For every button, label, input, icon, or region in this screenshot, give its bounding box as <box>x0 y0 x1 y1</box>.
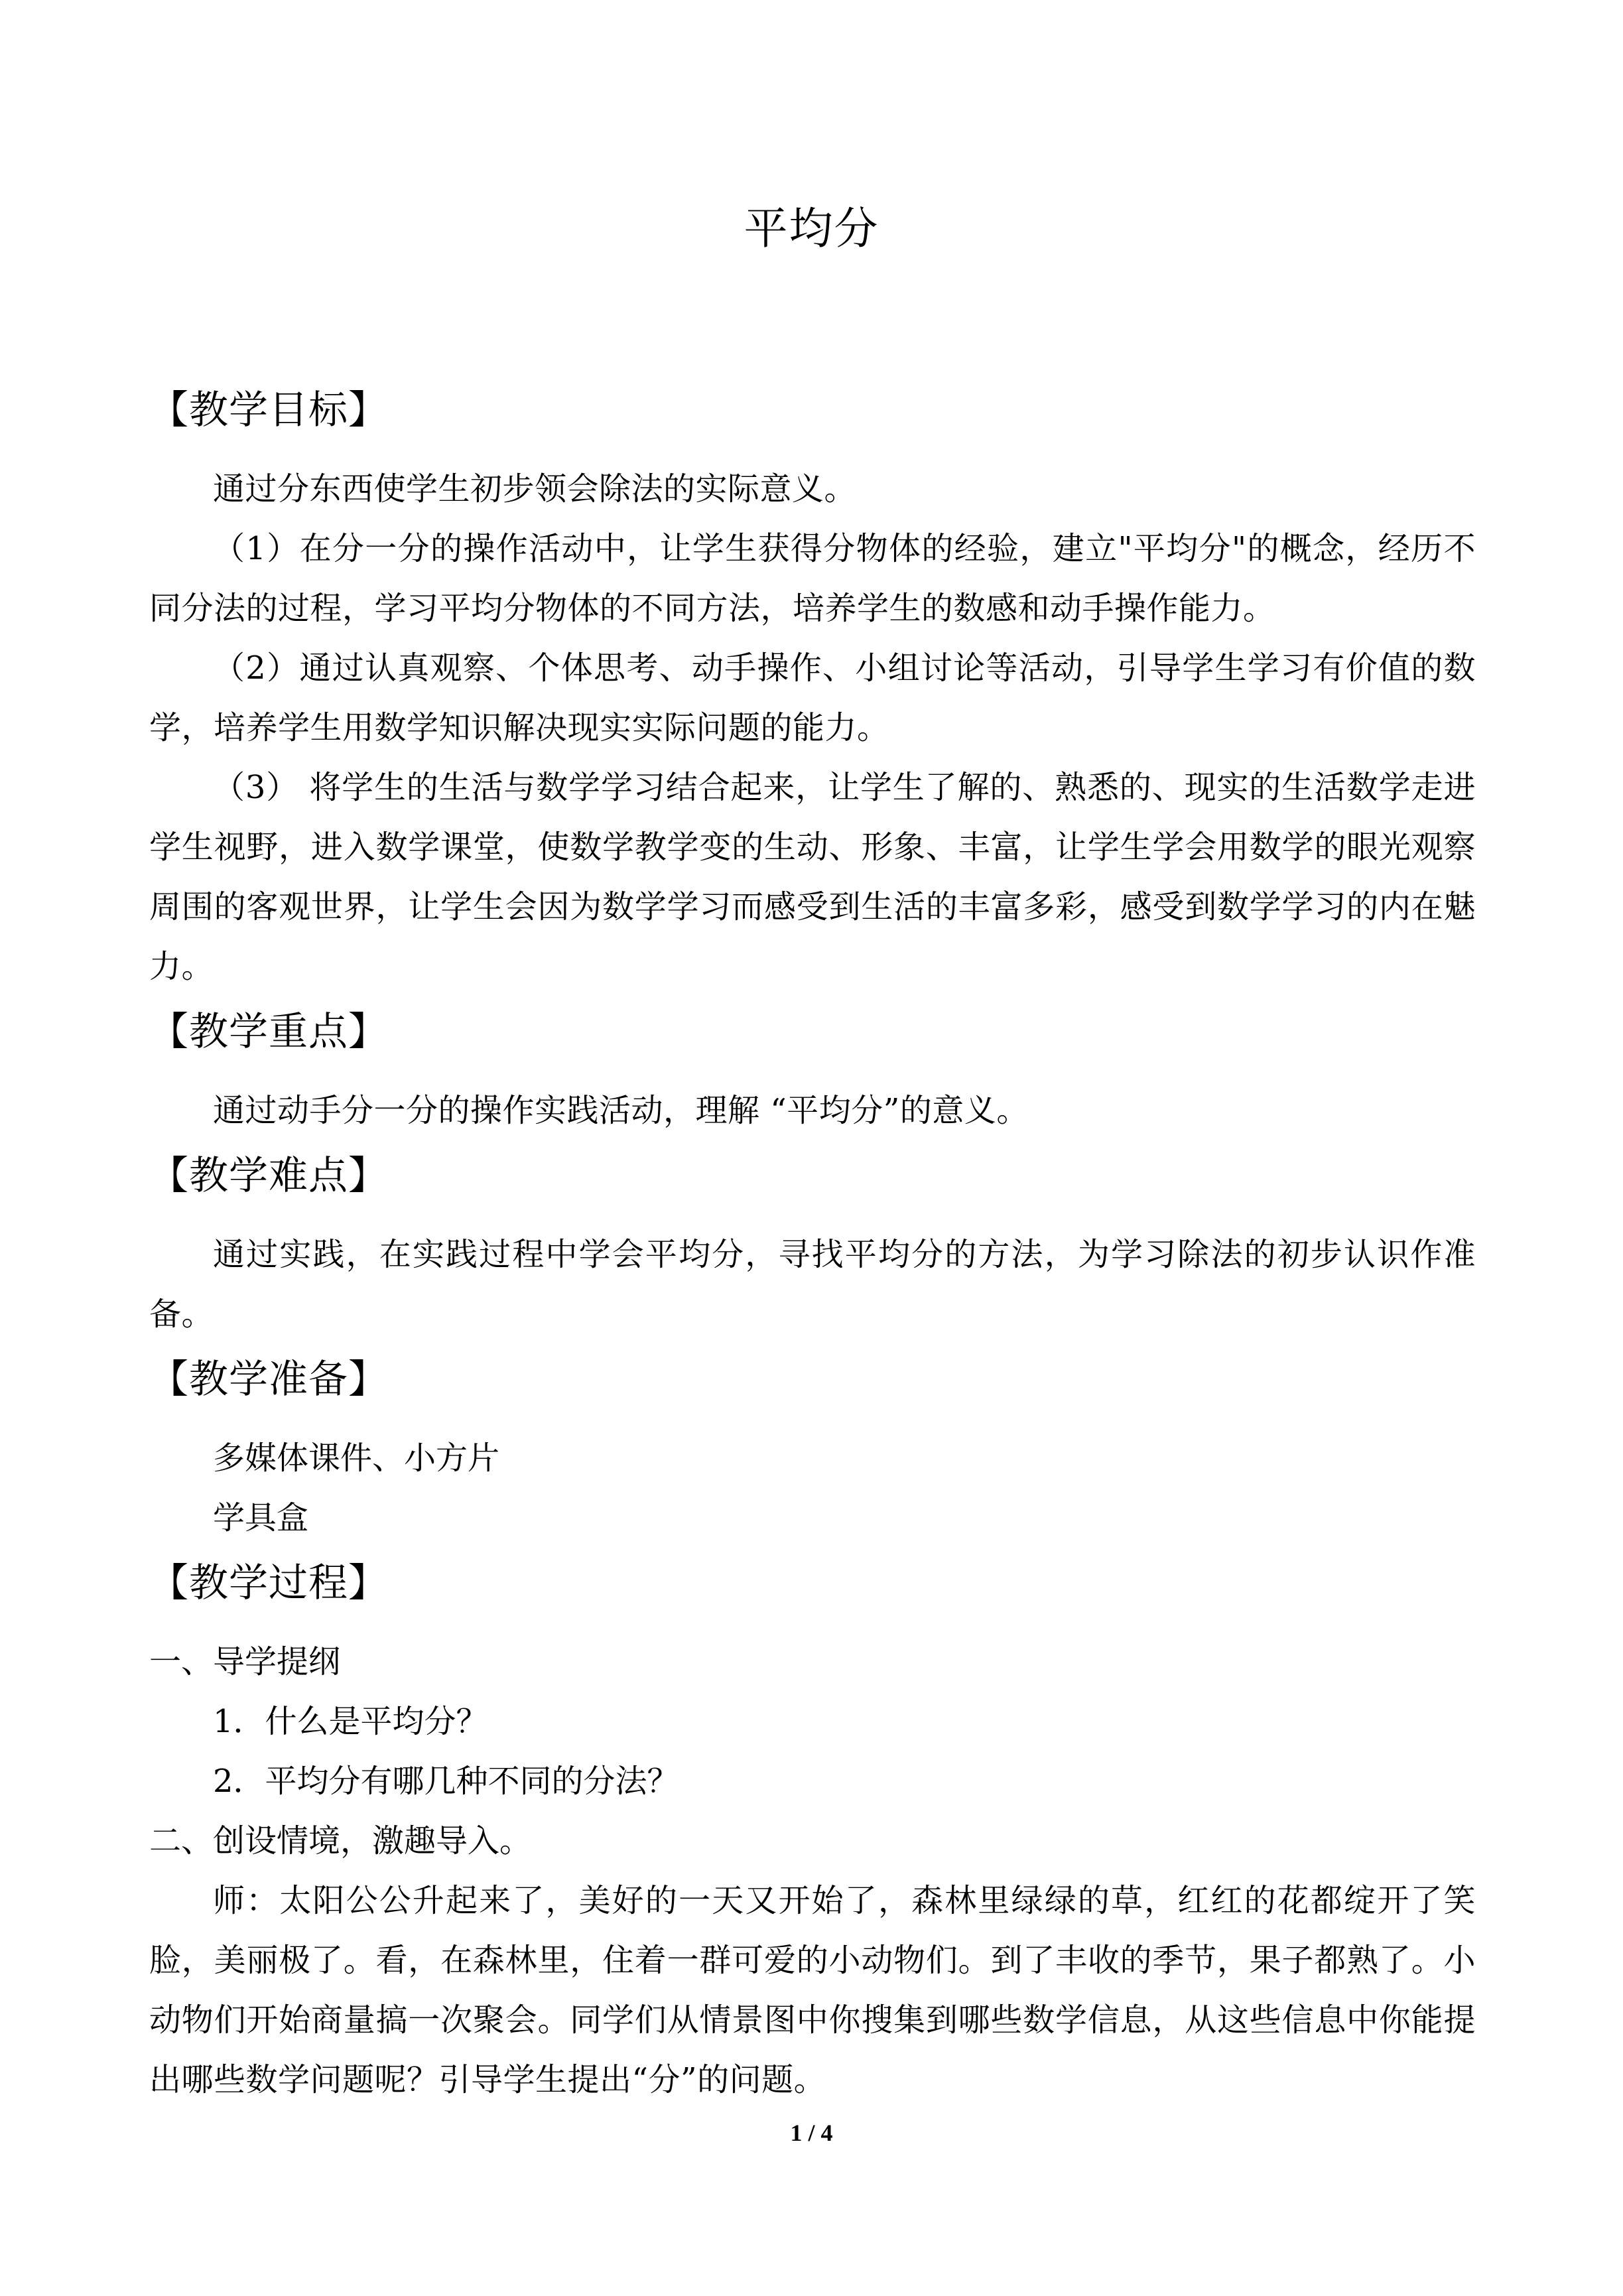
process-part2-text: 师：太阳公公升起来了，美好的一天又开始了，森林里绿绿的草，红红的花都绽开了笑脸，美丽极了。看，在森林里，住着一群可爱的小动物们。到了丰收的季节，果子都熟了。小动物们开始商量搞一次聚会。同学们从情景图中你搜集到哪些数学信息，从这些信息中你能提出哪些数学问题呢？引导学生提出“分”的问题。 <box>149 1882 1476 2098</box>
process-part1-item-2: 2．平均分有哪几种不同的分法？ <box>213 1763 679 1800</box>
objectives-item-2: （2）通过认真观察、个体思考、动手操作、小组讨论等活动，引导学生学习有价值的数学，培养学生用数学知识解决现实实际问题的能力。 <box>149 649 1476 746</box>
preparation-item-2: 学具盒 <box>213 1499 309 1536</box>
objectives-item-1: （1）在分一分的操作活动中，让学生获得分物体的经验，建立"平均分"的概念，经历不同分法的过程，学习平均分物体的不同方法，培养学生的数感和动手操作能力。 <box>149 530 1476 627</box>
objectives-intro: 通过分东西使学生初步领会除法的实际意义。 <box>213 470 857 507</box>
key-points-text: 通过动手分一分的操作实践活动，理解 “平均分”的意义。 <box>213 1092 1029 1129</box>
page-number: 1 / 4 <box>790 2120 833 2146</box>
objectives-item-3: （3） 将学生的生活与数学学习结合起来，让学生了解的、熟悉的、现实的生活数学走进学生视野，进入数学课堂，使数学教学变的生动、形象、丰富，让学生学会用数学的眼光观察周围的客观世界，让学生会因为数学学习而感受到生活的丰富多彩，感受到数学学习的内在魅力。 <box>149 769 1476 985</box>
document-title: 平均分 <box>744 203 879 254</box>
process-part1-title: 一、导学提纲 <box>149 1643 341 1680</box>
preparation-heading: 【教学准备】 <box>149 1356 389 1402</box>
process-part1-item-1: 1．什么是平均分？ <box>213 1703 488 1740</box>
document-body <box>149 375 1476 2110</box>
process-part2-title: 二、创设情境，激趣导入。 <box>149 1822 532 1859</box>
preparation-item-1: 多媒体课件、小方片 <box>213 1440 500 1477</box>
difficulties-heading: 【教学难点】 <box>149 1152 389 1198</box>
objectives-heading: 【教学目标】 <box>149 387 389 433</box>
difficulties-text: 通过实践，在实践过程中学会平均分，寻找平均分的方法，为学习除法的初步认识作准备。 <box>149 1236 1476 1333</box>
process-heading: 【教学过程】 <box>149 1560 389 1605</box>
key-points-heading: 【教学重点】 <box>149 1008 389 1054</box>
